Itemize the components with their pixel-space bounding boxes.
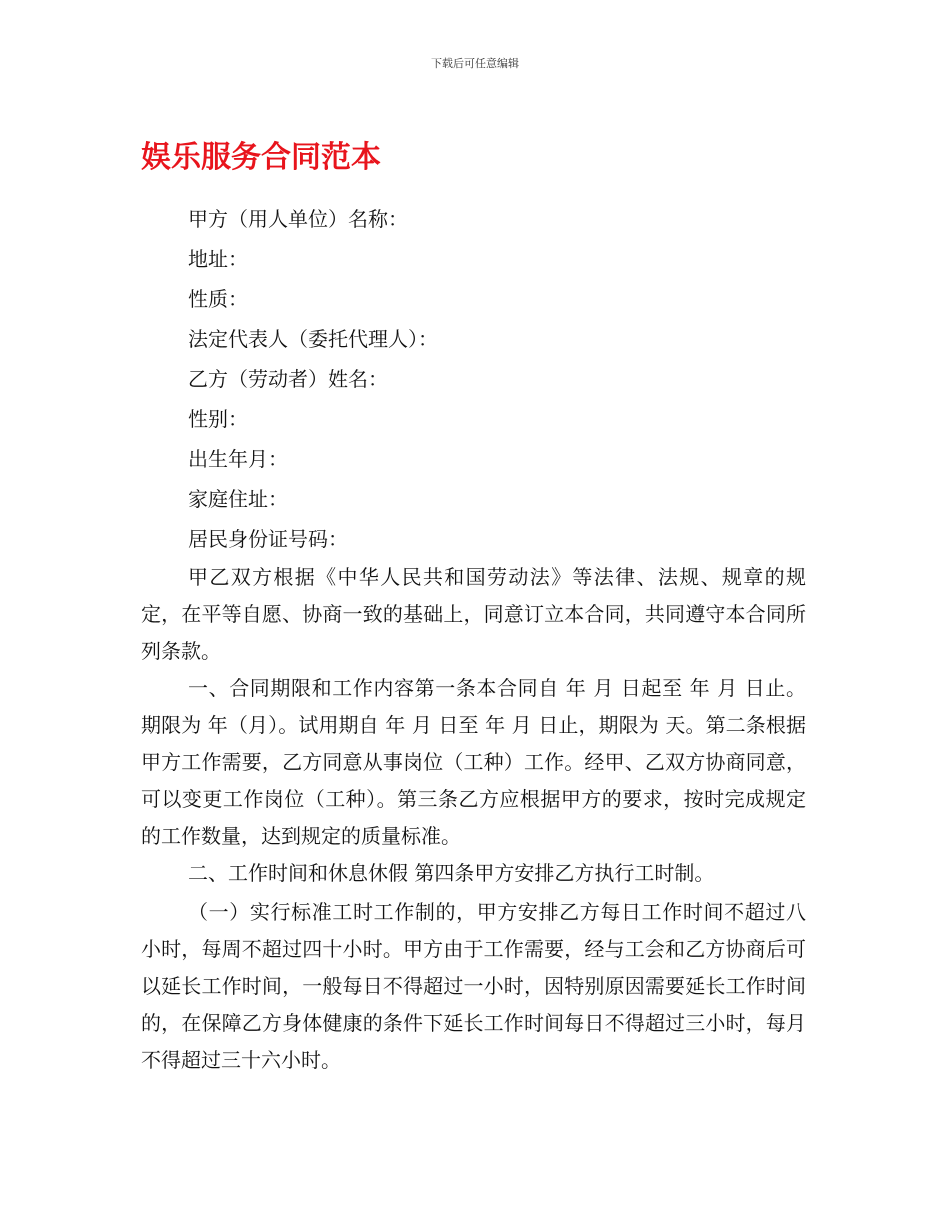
field-employer-name: 甲方（用人单位）名称： <box>188 207 408 231</box>
field-id-number: 居民身份证号码： <box>188 527 348 551</box>
paragraph-preamble: 甲乙双方根据《中华人民共和国劳动法》等法律、法规、规章的规定，在平等自愿、协商一致的基础上，同意订立本合同，共同遵守本合同所列条款。 <box>141 565 806 663</box>
download-note: 下载后可任意编辑 <box>431 57 519 70</box>
document-title: 娱乐服务合同范本 <box>141 140 381 175</box>
paragraph-standard-hours: （一）实行标准工时工作制的，甲方安排乙方每日工作时间不超过八小时，每周不超过四十小时。甲方由于工作需要，经与工会和乙方协商后可以延长工作时间，一般每日不得超过一小时，因特别原因需要延长工作时间的，在保障乙方身体健康的条件下延长工作时间每日不得超过三小时，每月不得超过三十六小时。 <box>141 900 806 1072</box>
field-address: 地址： <box>188 247 248 271</box>
field-home-address: 家庭住址： <box>188 487 288 511</box>
field-legal-representative: 法定代表人（委托代理人）： <box>188 327 438 351</box>
field-nature: 性质： <box>188 287 248 311</box>
paragraph-contract-term: 一、合同期限和工作内容第一条本合同自 年 月 日起至 年 月 日止。期限为 年（月）。试用期自 年 月 日至 年 月 日止，期限为 天。第二条根据甲方工作需要，乙方同意从事岗位（工种）工作。经甲、乙双方协商同意，可以变更工作岗位（工种）。第三条乙方应根据甲方的要求，按时完成规定的工作数量，达到规定的质量标准。 <box>141 676 806 848</box>
document-body <box>141 199 806 1079</box>
paragraph-working-hours: 二、工作时间和休息休假 第四条甲方安排乙方执行工时制。 <box>188 861 715 885</box>
field-gender: 性别： <box>188 407 248 431</box>
field-employee-name: 乙方（劳动者）姓名： <box>188 367 388 391</box>
field-birth-date: 出生年月： <box>188 447 288 471</box>
